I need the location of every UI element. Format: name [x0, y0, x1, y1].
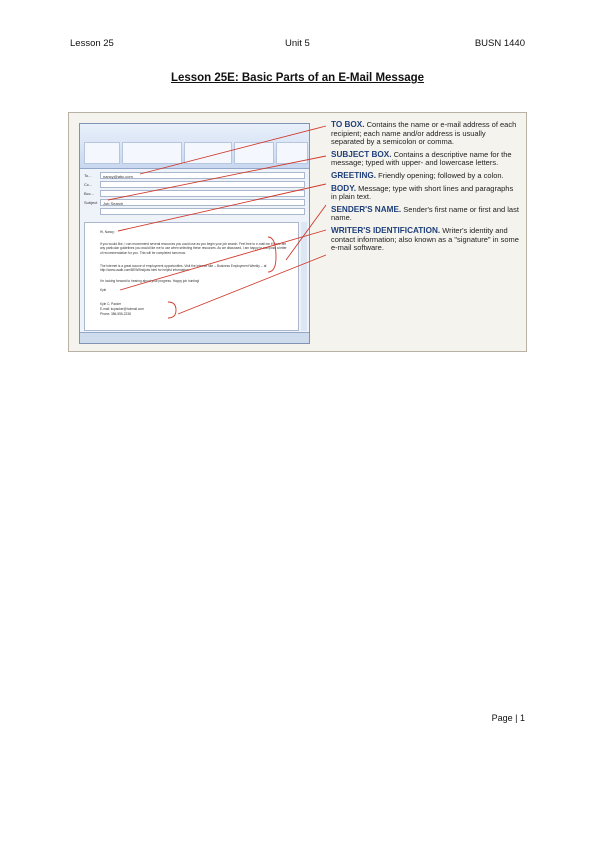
- header-unit: Unit 5: [285, 38, 310, 49]
- callout-writers-identification: WRITER'S IDENTIFICATION. Writer's identity and contact information; also known as a "signature" in some e-mail software.: [331, 225, 519, 253]
- callout-body: BODY. Message; type with short lines and paragraphs in plain text.: [331, 183, 514, 202]
- to-field: [84, 172, 305, 179]
- to-label: To...: [84, 173, 92, 178]
- subject-input: Job Search: [100, 199, 305, 206]
- email-window-screenshot: [79, 123, 310, 344]
- attachment-field: [84, 208, 305, 215]
- to-input: nancy@abc.com: [100, 172, 305, 179]
- sender-name-text: Kyle: [100, 288, 107, 292]
- body-paragraph-1: If you would like, I can recommend several resources you could use as you begin your job search. Feel free to e-mail me if there are any particular guidelines you would like me to use when selecting these resources. As we discussed, I am happy to compose a letter of recommendation for you. This will be completed tomorrow.: [100, 242, 287, 255]
- callout-list: [331, 121, 521, 257]
- subject-field: [84, 199, 305, 206]
- body-paragraph-3: I'm looking forward to hearing about your progress. Happy job hunting!: [100, 279, 200, 283]
- cc-field: [84, 181, 305, 188]
- bcc-field: [84, 190, 305, 197]
- header-lesson: Lesson 25: [70, 38, 114, 49]
- signature-phone: Phone: 386-555-2238: [100, 312, 131, 316]
- signature-email: E-mail: kcpacker@hotmail.com: [100, 307, 144, 311]
- header-course: BUSN 1440: [474, 38, 525, 49]
- signature-name: Kyle C. Packer: [100, 302, 122, 306]
- callout-senders-name: SENDER'S NAME. Sender's first name or first and last name.: [331, 204, 519, 223]
- page-number: Page | 1: [491, 713, 525, 723]
- cc-input: [100, 181, 305, 188]
- status-bar: [80, 332, 309, 343]
- body-paragraph-2: The Internet is a great source of employment opportunities. Visit the Internet site -- Business Employment Weekly -- at http://www.usalb.com/BEW/findjobs.html for helpful information.: [100, 264, 267, 273]
- callout-to-box: TO BOX. Contains the name or e-mail address of each recipient; each name and/or address is usually separated by a semicolon or comma.: [331, 120, 517, 147]
- subject-label: Subject: [84, 200, 98, 205]
- callout-subject-box: SUBJECT BOX. Contains a descriptive name for the message; typed with upper- and lowercase letters.: [331, 149, 512, 168]
- callout-greeting: GREETING. Friendly opening; followed by a colon.: [331, 170, 504, 180]
- ribbon: [80, 124, 309, 169]
- scrollbar: [301, 222, 307, 331]
- attachment-input: [100, 208, 305, 215]
- bcc-input: [100, 190, 305, 197]
- email-diagram-figure: [68, 112, 527, 352]
- cc-label: Cc...: [84, 182, 93, 187]
- greeting-text: Hi, Nancy:: [100, 230, 115, 234]
- bcc-label: Bcc...: [84, 191, 95, 196]
- page-title: Lesson 25E: Basic Parts of an E-Mail Message: [170, 72, 425, 84]
